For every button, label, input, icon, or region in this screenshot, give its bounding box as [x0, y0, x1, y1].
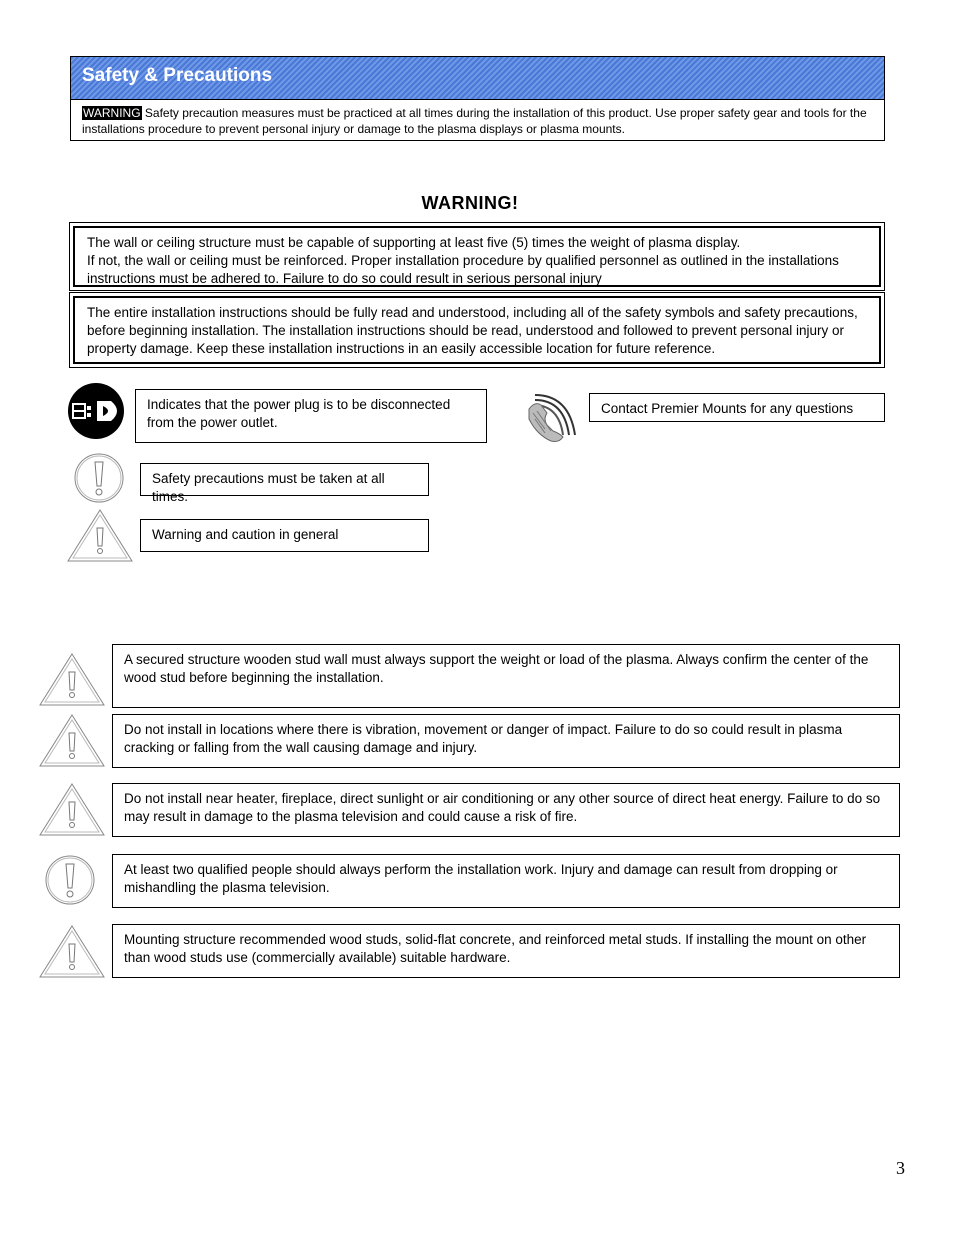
exclamation-circle-icon — [73, 452, 125, 504]
warning-box-instructions — [69, 292, 885, 368]
safety-symbol-box: Safety precautions must be taken at all times. — [140, 463, 429, 496]
list-item: A secured structure wooden stud wall must always support the weight or load of the plasma. Always confirm the center of the wood stud before beginning the installation. — [112, 644, 900, 708]
header-band — [71, 57, 884, 100]
contact-symbol-box: Contact Premier Mounts for any questions — [589, 393, 885, 422]
header-notice — [82, 105, 872, 137]
header-notice-text: Safety precaution measures must be practiced at all times during the installation of this product. Use proper safety gear and tools for the installations procedure to prevent personal injury or damage to the plasma displays or plasma mounts. — [82, 106, 867, 136]
phone-icon — [525, 389, 580, 444]
warning-box-structure-text: The wall or ceiling structure must be capable of supporting at least five (5) times the weight of plasma display. If not, the wall or ceiling must be reinforced. Proper installation procedure by qualified personnel as outlined in the installations instructions must be adhered to. Failure to do so could result in serious personal injury — [73, 226, 881, 287]
warning-box-structure — [69, 222, 885, 291]
warning-tag: WARNING — [83, 106, 141, 120]
list-item: Do not install near heater, fireplace, direct sunlight or air conditioning or any other source of direct heat energy. Failure to do so may result in damage to the plasma television and could cause a risk of fire. — [112, 783, 900, 837]
list-item: Do not install in locations where there is vibration, movement or danger of impact. Failure to do so could result in plasma cracking or falling from the wall causing damage and injury. — [112, 714, 900, 768]
warning-heading: WARNING! — [421, 193, 519, 213]
page-title: Safety & Precautions — [82, 65, 273, 86]
safety-header-section — [70, 56, 885, 141]
caution-symbol-box: Warning and caution in general — [140, 519, 429, 552]
warning-box-instructions-text: The entire installation instructions should be fully read and understood, including all of the safety symbols and safety precautions, before beginning installation. The installation instructions should be read, understood and followed to prevent personal injury or property damage. Keep these installation instructions in an easily accessible location for future reference. — [73, 296, 881, 364]
warning-triangle-icon — [38, 652, 106, 707]
list-item: Mounting structure recommended wood studs, solid-flat concrete, and reinforced metal studs. If installing the mount on other than wood studs use (commercially available) suitable hardware. — [112, 924, 900, 978]
unplug-symbol-box: Indicates that the power plug is to be disconnected from the power outlet. — [135, 389, 487, 443]
list-item: At least two qualified people should always perform the installation work. Injury and damage can result from dropping or mishandling the plasma television. — [112, 854, 900, 908]
warning-triangle-icon — [38, 924, 106, 979]
exclamation-circle-icon — [44, 854, 96, 906]
unplug-icon — [67, 382, 125, 440]
page-number: 3 — [896, 1158, 905, 1178]
warning-triangle-icon — [38, 713, 106, 768]
warning-triangle-icon — [66, 508, 134, 563]
warning-triangle-icon — [38, 782, 106, 837]
